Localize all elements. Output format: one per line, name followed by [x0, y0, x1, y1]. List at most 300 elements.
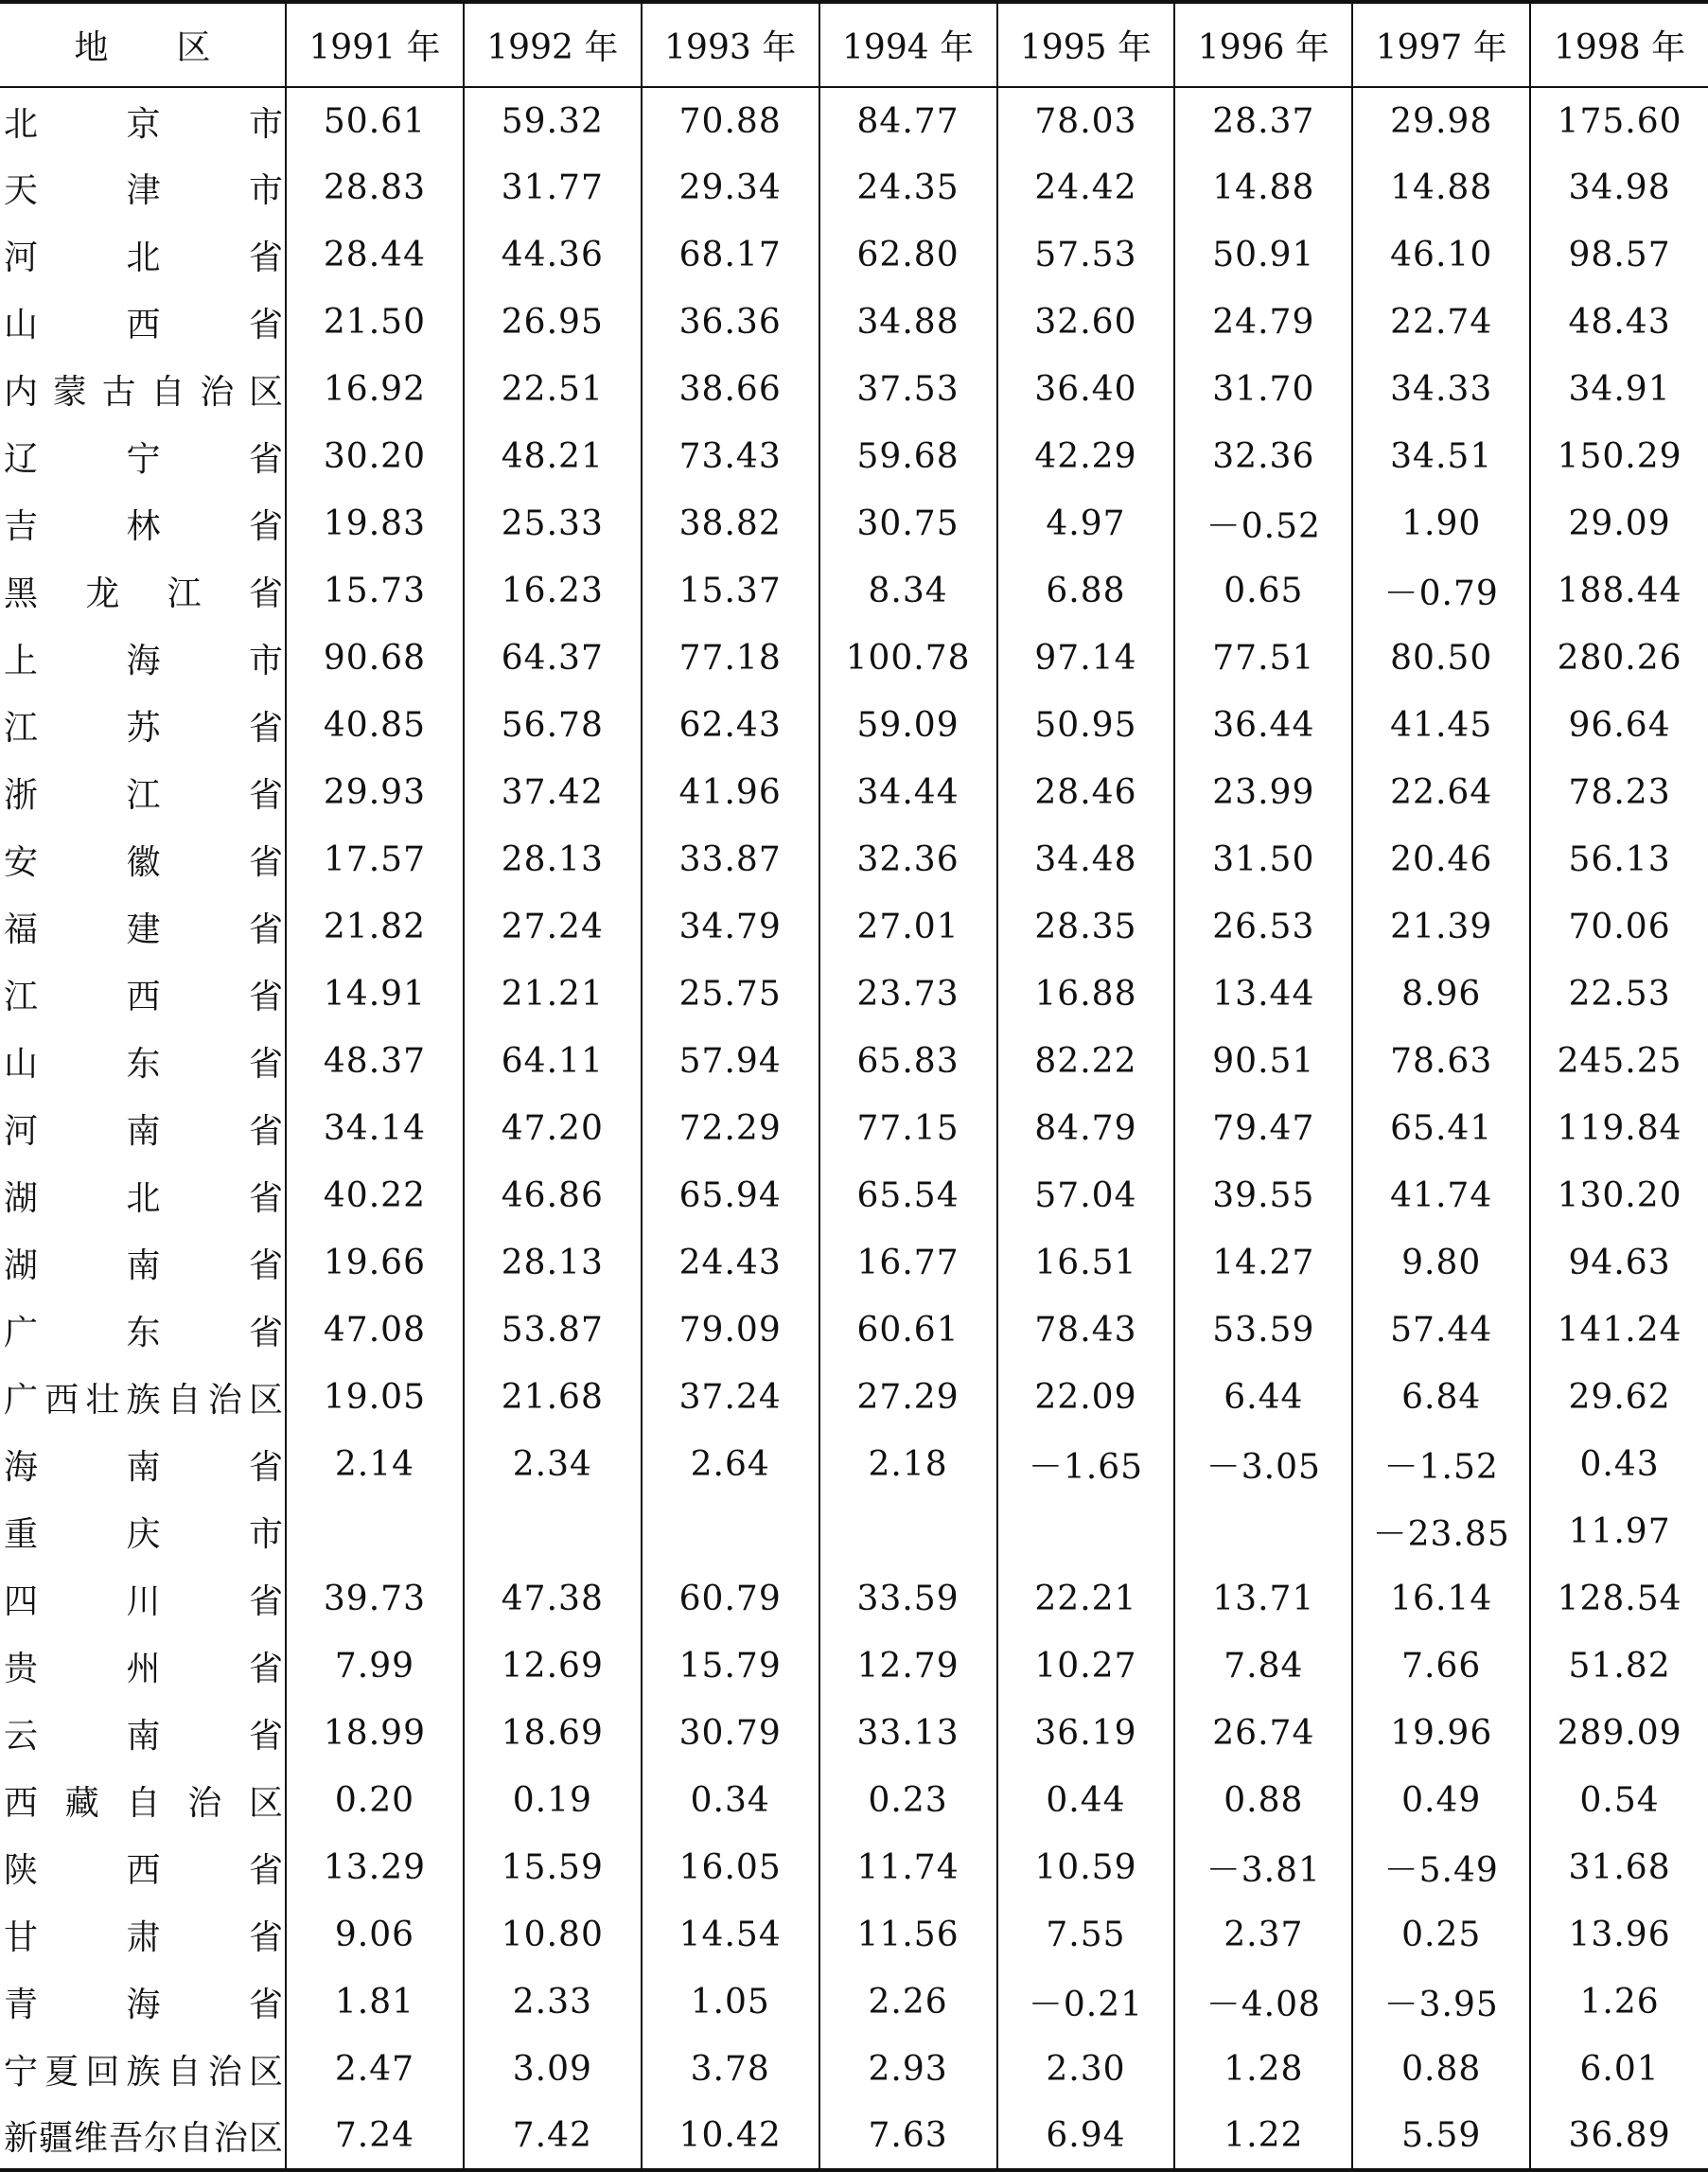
- value-cell: 2.47: [334, 2050, 415, 2089]
- value-cell: 1.05: [642, 1969, 819, 2036]
- value-cell: 77.18: [642, 625, 819, 692]
- value-cell: 30.79: [642, 1700, 819, 1767]
- value-cell: 28.44: [323, 236, 426, 274]
- region-name: 江 苏 省: [4, 709, 283, 748]
- value-cell: 0.88: [1352, 2036, 1530, 2103]
- year-column-header: 1993 年: [642, 2, 819, 87]
- value-cell: 0.88: [1174, 1767, 1352, 1834]
- value-cell: 16.88: [997, 961, 1175, 1028]
- value-cell: 56.78: [464, 692, 642, 759]
- value-cell: －0.21: [997, 1969, 1175, 2036]
- value-cell: 13.96: [1530, 1901, 1708, 1969]
- value-cell: 128.54: [1530, 1565, 1708, 1633]
- value-cell: 18.99: [323, 1714, 426, 1753]
- value-cell: 34.91: [1530, 356, 1708, 423]
- value-cell: 47.08: [323, 1311, 426, 1350]
- table-row: [0, 1901, 1708, 1969]
- value-cell: 26.95: [464, 289, 642, 356]
- table-row: [0, 1229, 1708, 1297]
- table-row: [0, 1095, 1708, 1162]
- value-cell: 15.59: [464, 1834, 642, 1901]
- region-cell: [0, 1297, 286, 1364]
- value-cell: 46.10: [1352, 221, 1530, 289]
- value-cell: 11.56: [819, 1901, 997, 1969]
- value-cell: 50.61: [323, 101, 426, 141]
- table-row: [0, 1633, 1708, 1700]
- value-cell: 19.05: [323, 1378, 426, 1417]
- value-cell: 38.82: [642, 490, 819, 557]
- value-cell: 13.44: [1174, 961, 1352, 1028]
- region-name: 辽 宁 省: [4, 440, 283, 479]
- region-name: 山 东 省: [4, 1045, 283, 1084]
- value-cell: 24.42: [997, 154, 1175, 221]
- value-cell: 48.43: [1530, 289, 1708, 356]
- value-cell: 97.14: [997, 625, 1175, 692]
- value-cell: 0.49: [1352, 1767, 1530, 1834]
- value-cell: 21.50: [323, 303, 426, 342]
- value-cell: 0.19: [464, 1767, 642, 1834]
- value-cell: 32.36: [819, 826, 997, 893]
- value-cell: 29.62: [1530, 1364, 1708, 1431]
- value-cell: 37.53: [819, 356, 997, 423]
- value-cell: 1.22: [1174, 2103, 1352, 2170]
- value-cell: 26.53: [1174, 893, 1352, 961]
- value-cell: 2.26: [819, 1969, 997, 2036]
- value-cell: 22.74: [1352, 289, 1530, 356]
- value-cell: 82.22: [997, 1028, 1175, 1095]
- value-cell: 77.15: [819, 1095, 997, 1162]
- region-cell: [0, 1431, 286, 1498]
- value-cell: [286, 1498, 464, 1565]
- value-cell: 16.51: [997, 1229, 1175, 1297]
- table-row: [0, 625, 1708, 692]
- value-cell: 24.35: [819, 154, 997, 221]
- value-cell: 2.93: [819, 2036, 997, 2103]
- value-cell: 21.21: [464, 961, 642, 1028]
- region-cell: [0, 2103, 286, 2170]
- region-cell: [0, 1901, 286, 1969]
- table-row: [0, 893, 1708, 961]
- region-name: 河 南 省: [4, 1112, 283, 1151]
- value-cell: 6.94: [997, 2103, 1175, 2170]
- value-cell: 79.09: [642, 1297, 819, 1364]
- value-cell: 13.29: [323, 1848, 426, 1887]
- year-column-header: 1994 年: [819, 2, 997, 87]
- value-cell: 2.34: [464, 1431, 642, 1498]
- value-cell: 31.50: [1174, 826, 1352, 893]
- region-name: 安 徽 省: [4, 843, 283, 882]
- value-cell: 79.47: [1174, 1095, 1352, 1162]
- region-column-header: 地 区: [0, 2, 286, 87]
- value-cell: 31.77: [464, 154, 642, 221]
- value-cell: 78.63: [1352, 1028, 1530, 1095]
- value-cell: 50.91: [1174, 221, 1352, 289]
- value-cell: 23.99: [1174, 759, 1352, 826]
- table-body: [0, 87, 1708, 2170]
- value-cell: 20.46: [1352, 826, 1530, 893]
- region-name: 内 蒙 古 自 治 区: [4, 373, 283, 412]
- value-cell: 15.73: [323, 572, 426, 610]
- value-cell: 62.80: [819, 221, 997, 289]
- value-cell: 41.96: [642, 759, 819, 826]
- value-cell: 11.74: [819, 1834, 997, 1901]
- value-cell: 16.05: [642, 1834, 819, 1901]
- value-cell: 34.14: [323, 1109, 426, 1148]
- value-cell: 33.13: [819, 1700, 997, 1767]
- region-name: 湖 北 省: [4, 1179, 283, 1218]
- region-name: 云 南 省: [4, 1717, 283, 1756]
- value-cell: 22.09: [997, 1364, 1175, 1431]
- value-cell: 77.51: [1174, 625, 1352, 692]
- value-cell: 48.37: [323, 1042, 426, 1081]
- table-row: [0, 1498, 1708, 1565]
- region-cell: [0, 1364, 286, 1431]
- value-cell: 18.69: [464, 1700, 642, 1767]
- value-cell: 80.50: [1352, 625, 1530, 692]
- value-cell: 12.69: [464, 1633, 642, 1700]
- value-cell: 7.84: [1174, 1633, 1352, 1700]
- value-cell: 5.59: [1352, 2103, 1530, 2170]
- value-cell: 28.46: [997, 759, 1175, 826]
- region-cell: [0, 1565, 286, 1633]
- value-cell: 6.01: [1530, 2036, 1708, 2103]
- value-cell: 13.71: [1174, 1565, 1352, 1633]
- value-cell: 0.20: [334, 1781, 415, 1820]
- value-cell: 2.18: [819, 1431, 997, 1498]
- region-cell: [0, 625, 286, 692]
- value-cell: 1.81: [334, 1983, 415, 2022]
- value-cell: 70.88: [642, 87, 819, 154]
- value-cell: 15.37: [642, 557, 819, 625]
- value-cell: 40.85: [323, 706, 426, 745]
- value-cell: －5.49: [1352, 1834, 1530, 1901]
- value-cell: 27.01: [819, 893, 997, 961]
- value-cell: 10.80: [464, 1901, 642, 1969]
- region-cell: [0, 1633, 286, 1700]
- value-cell: 53.87: [464, 1297, 642, 1364]
- value-cell: 6.84: [1352, 1364, 1530, 1431]
- value-cell: 57.94: [642, 1028, 819, 1095]
- region-name: 新 疆 维 吾 尔 自 治 区: [4, 2119, 283, 2158]
- value-cell: 16.14: [1352, 1565, 1530, 1633]
- value-cell: －3.81: [1174, 1834, 1352, 1901]
- value-cell: 4.97: [997, 490, 1175, 557]
- region-cell: [0, 356, 286, 423]
- value-cell: 1.28: [1174, 2036, 1352, 2103]
- region-cell: [0, 1767, 286, 1834]
- year-column-header: 1991 年: [286, 2, 464, 87]
- value-cell: 65.41: [1352, 1095, 1530, 1162]
- table-row: [0, 289, 1708, 356]
- table-row: [0, 1162, 1708, 1229]
- table-row: [0, 1364, 1708, 1431]
- value-cell: 7.55: [997, 1901, 1175, 1969]
- value-cell: 16.77: [819, 1229, 997, 1297]
- value-cell: 1.90: [1352, 490, 1530, 557]
- value-cell: 60.79: [642, 1565, 819, 1633]
- value-cell: 36.44: [1174, 692, 1352, 759]
- value-cell: 12.79: [819, 1633, 997, 1700]
- year-column-header: 1992 年: [464, 2, 642, 87]
- value-cell: 57.53: [997, 221, 1175, 289]
- value-cell: 2.33: [464, 1969, 642, 2036]
- region-cell: [0, 692, 286, 759]
- header-row: [0, 2, 1708, 87]
- region-cell: [0, 87, 286, 154]
- value-cell: 28.13: [464, 1229, 642, 1297]
- value-cell: 7.66: [1352, 1633, 1530, 1700]
- region-name: 福 建 省: [4, 910, 283, 949]
- region-cell: [0, 490, 286, 557]
- value-cell: 36.19: [997, 1700, 1175, 1767]
- region-name: 广 西 壮 族 自 治 区: [4, 1381, 283, 1420]
- value-cell: －1.52: [1352, 1431, 1530, 1498]
- value-cell: 28.37: [1174, 87, 1352, 154]
- value-cell: 30.75: [819, 490, 997, 557]
- value-cell: 24.79: [1174, 289, 1352, 356]
- value-cell: 78.23: [1530, 759, 1708, 826]
- value-cell: 14.88: [1352, 154, 1530, 221]
- value-cell: 141.24: [1530, 1297, 1708, 1364]
- value-cell: 2.64: [642, 1431, 819, 1498]
- value-cell: 16.92: [323, 370, 426, 409]
- value-cell: 57.44: [1352, 1297, 1530, 1364]
- region-name: 黑 龙 江 省: [4, 574, 283, 613]
- region-name: 上 海 市: [4, 642, 283, 680]
- value-cell: 57.04: [997, 1162, 1175, 1229]
- value-cell: 36.89: [1530, 2103, 1708, 2170]
- table-row: [0, 356, 1708, 423]
- value-cell: 0.23: [819, 1767, 997, 1834]
- table-row: [0, 2103, 1708, 2170]
- value-cell: [997, 1498, 1175, 1565]
- value-cell: 96.64: [1530, 692, 1708, 759]
- value-cell: 36.36: [642, 289, 819, 356]
- value-cell: 150.29: [1530, 423, 1708, 490]
- value-cell: 28.35: [997, 893, 1175, 961]
- value-cell: 9.80: [1352, 1229, 1530, 1297]
- value-cell: 7.99: [334, 1647, 415, 1686]
- value-cell: 31.68: [1530, 1834, 1708, 1901]
- region-name: 山 西 省: [4, 306, 283, 344]
- value-cell: 6.88: [997, 557, 1175, 625]
- value-cell: 289.09: [1530, 1700, 1708, 1767]
- value-cell: 84.79: [997, 1095, 1175, 1162]
- value-cell: 51.82: [1530, 1633, 1708, 1700]
- value-cell: 0.25: [1352, 1901, 1530, 1969]
- region-name: 贵 州 省: [4, 1650, 283, 1688]
- value-cell: 10.27: [997, 1633, 1175, 1700]
- region-cell: [0, 826, 286, 893]
- value-cell: 56.13: [1530, 826, 1708, 893]
- region-cell: [0, 1700, 286, 1767]
- value-cell: 31.70: [1174, 356, 1352, 423]
- value-cell: 34.51: [1352, 423, 1530, 490]
- region-name: 浙 江 省: [4, 776, 283, 815]
- value-cell: 84.77: [819, 87, 997, 154]
- region-cell: [0, 893, 286, 961]
- region-name: 广 东 省: [4, 1314, 283, 1352]
- value-cell: 98.57: [1530, 221, 1708, 289]
- value-cell: 0.65: [1174, 557, 1352, 625]
- table-row: [0, 1431, 1708, 1498]
- table-row: [0, 759, 1708, 826]
- year-column-header: 1998 年: [1530, 2, 1708, 87]
- region-name: 陕 西 省: [4, 1851, 283, 1890]
- region-cell: [0, 423, 286, 490]
- value-cell: 60.61: [819, 1297, 997, 1364]
- value-cell: 280.26: [1530, 625, 1708, 692]
- value-cell: 73.43: [642, 423, 819, 490]
- value-cell: 0.44: [997, 1767, 1175, 1834]
- year-column-header: 1995 年: [997, 2, 1175, 87]
- region-cell: [0, 1229, 286, 1297]
- region-name: 湖 南 省: [4, 1246, 283, 1285]
- value-cell: 39.73: [323, 1580, 426, 1618]
- region-cell: [0, 154, 286, 221]
- value-cell: 1.26: [1530, 1969, 1708, 2036]
- value-cell: 53.59: [1174, 1297, 1352, 1364]
- value-cell: －3.05: [1174, 1431, 1352, 1498]
- value-cell: 2.37: [1174, 1901, 1352, 1969]
- value-cell: 19.83: [323, 504, 426, 543]
- value-cell: 0.43: [1530, 1431, 1708, 1498]
- table-row: [0, 1028, 1708, 1095]
- value-cell: 188.44: [1530, 557, 1708, 625]
- value-cell: 25.75: [642, 961, 819, 1028]
- region-cell: [0, 961, 286, 1028]
- table-row: [0, 826, 1708, 893]
- region-cell: [0, 759, 286, 826]
- value-cell: 29.93: [323, 773, 426, 812]
- value-cell: 3.09: [464, 2036, 642, 2103]
- value-cell: 0.34: [642, 1767, 819, 1834]
- value-cell: 32.60: [997, 289, 1175, 356]
- value-cell: 90.51: [1174, 1028, 1352, 1095]
- region-cell: [0, 2036, 286, 2103]
- value-cell: 22.53: [1530, 961, 1708, 1028]
- table-row: [0, 423, 1708, 490]
- region-cell: [0, 557, 286, 625]
- table-row: [0, 961, 1708, 1028]
- value-cell: 27.29: [819, 1364, 997, 1431]
- table-row: [0, 1297, 1708, 1364]
- table-row: [0, 490, 1708, 557]
- value-cell: 38.66: [642, 356, 819, 423]
- table-row: [0, 1700, 1708, 1767]
- region-name: 海 南 省: [4, 1448, 283, 1487]
- table-row: [0, 1565, 1708, 1633]
- value-cell: 15.79: [642, 1633, 819, 1700]
- value-cell: 47.20: [464, 1095, 642, 1162]
- value-cell: 41.74: [1352, 1162, 1530, 1229]
- value-cell: 6.44: [1174, 1364, 1352, 1431]
- value-cell: 78.43: [997, 1297, 1175, 1364]
- table-row: [0, 692, 1708, 759]
- value-cell: 36.40: [997, 356, 1175, 423]
- value-cell: 90.68: [323, 639, 426, 678]
- value-cell: 8.34: [819, 557, 997, 625]
- value-cell: 19.96: [1352, 1700, 1530, 1767]
- value-cell: 24.43: [642, 1229, 819, 1297]
- value-cell: 8.96: [1352, 961, 1530, 1028]
- value-cell: 21.82: [323, 908, 426, 946]
- value-cell: 34.98: [1530, 154, 1708, 221]
- value-cell: 14.27: [1174, 1229, 1352, 1297]
- value-cell: 68.17: [642, 221, 819, 289]
- table-row: [0, 87, 1708, 154]
- value-cell: 14.91: [323, 975, 426, 1014]
- value-cell: 7.63: [819, 2103, 997, 2170]
- table-row: [0, 1834, 1708, 1901]
- value-cell: 19.66: [323, 1244, 426, 1282]
- region-name: 重 庆 市: [4, 1515, 283, 1554]
- value-cell: 78.03: [997, 87, 1175, 154]
- value-cell: 2.14: [334, 1445, 415, 1484]
- value-cell: －1.65: [997, 1431, 1175, 1498]
- value-cell: [1174, 1498, 1352, 1565]
- value-cell: 175.60: [1530, 87, 1708, 154]
- region-cell: [0, 1969, 286, 2036]
- region-cell: [0, 1162, 286, 1229]
- year-column-header: 1996 年: [1174, 2, 1352, 87]
- value-cell: 50.95: [997, 692, 1175, 759]
- table-row: [0, 1969, 1708, 2036]
- value-cell: 22.51: [464, 356, 642, 423]
- value-cell: 34.44: [819, 759, 997, 826]
- value-cell: 42.29: [997, 423, 1175, 490]
- region-cell: [0, 1498, 286, 1565]
- table-row: [0, 154, 1708, 221]
- value-cell: 10.42: [642, 2103, 819, 2170]
- value-cell: 14.88: [1174, 154, 1352, 221]
- value-cell: 34.48: [997, 826, 1175, 893]
- region-cell: [0, 221, 286, 289]
- value-cell: －0.79: [1352, 557, 1530, 625]
- value-cell: 37.42: [464, 759, 642, 826]
- region-name: 江 西 省: [4, 978, 283, 1016]
- value-cell: 64.37: [464, 625, 642, 692]
- value-cell: 28.83: [323, 168, 426, 207]
- region-name: 四 川 省: [4, 1582, 283, 1621]
- value-cell: 23.73: [819, 961, 997, 1028]
- value-cell: 48.21: [464, 423, 642, 490]
- value-cell: 119.84: [1530, 1095, 1708, 1162]
- table-row: [0, 557, 1708, 625]
- value-cell: 130.20: [1530, 1162, 1708, 1229]
- value-cell: 32.36: [1174, 423, 1352, 490]
- value-cell: 34.79: [642, 893, 819, 961]
- value-cell: 29.98: [1352, 87, 1530, 154]
- value-cell: [642, 1498, 819, 1565]
- value-cell: 40.22: [323, 1176, 426, 1215]
- year-column-header: 1997 年: [1352, 2, 1530, 87]
- value-cell: 37.24: [642, 1364, 819, 1431]
- value-cell: 34.88: [819, 289, 997, 356]
- value-cell: 44.36: [464, 221, 642, 289]
- region-name: 北 京 市: [4, 104, 283, 144]
- value-cell: 11.97: [1530, 1498, 1708, 1565]
- value-cell: 17.57: [323, 840, 426, 879]
- value-cell: －4.08: [1174, 1969, 1352, 2036]
- value-cell: 65.83: [819, 1028, 997, 1095]
- value-cell: 2.30: [997, 2036, 1175, 2103]
- value-cell: 14.54: [642, 1901, 819, 1969]
- value-cell: 29.34: [642, 154, 819, 221]
- value-cell: 10.59: [997, 1834, 1175, 1901]
- value-cell: 30.20: [323, 437, 426, 476]
- value-cell: 59.68: [819, 423, 997, 490]
